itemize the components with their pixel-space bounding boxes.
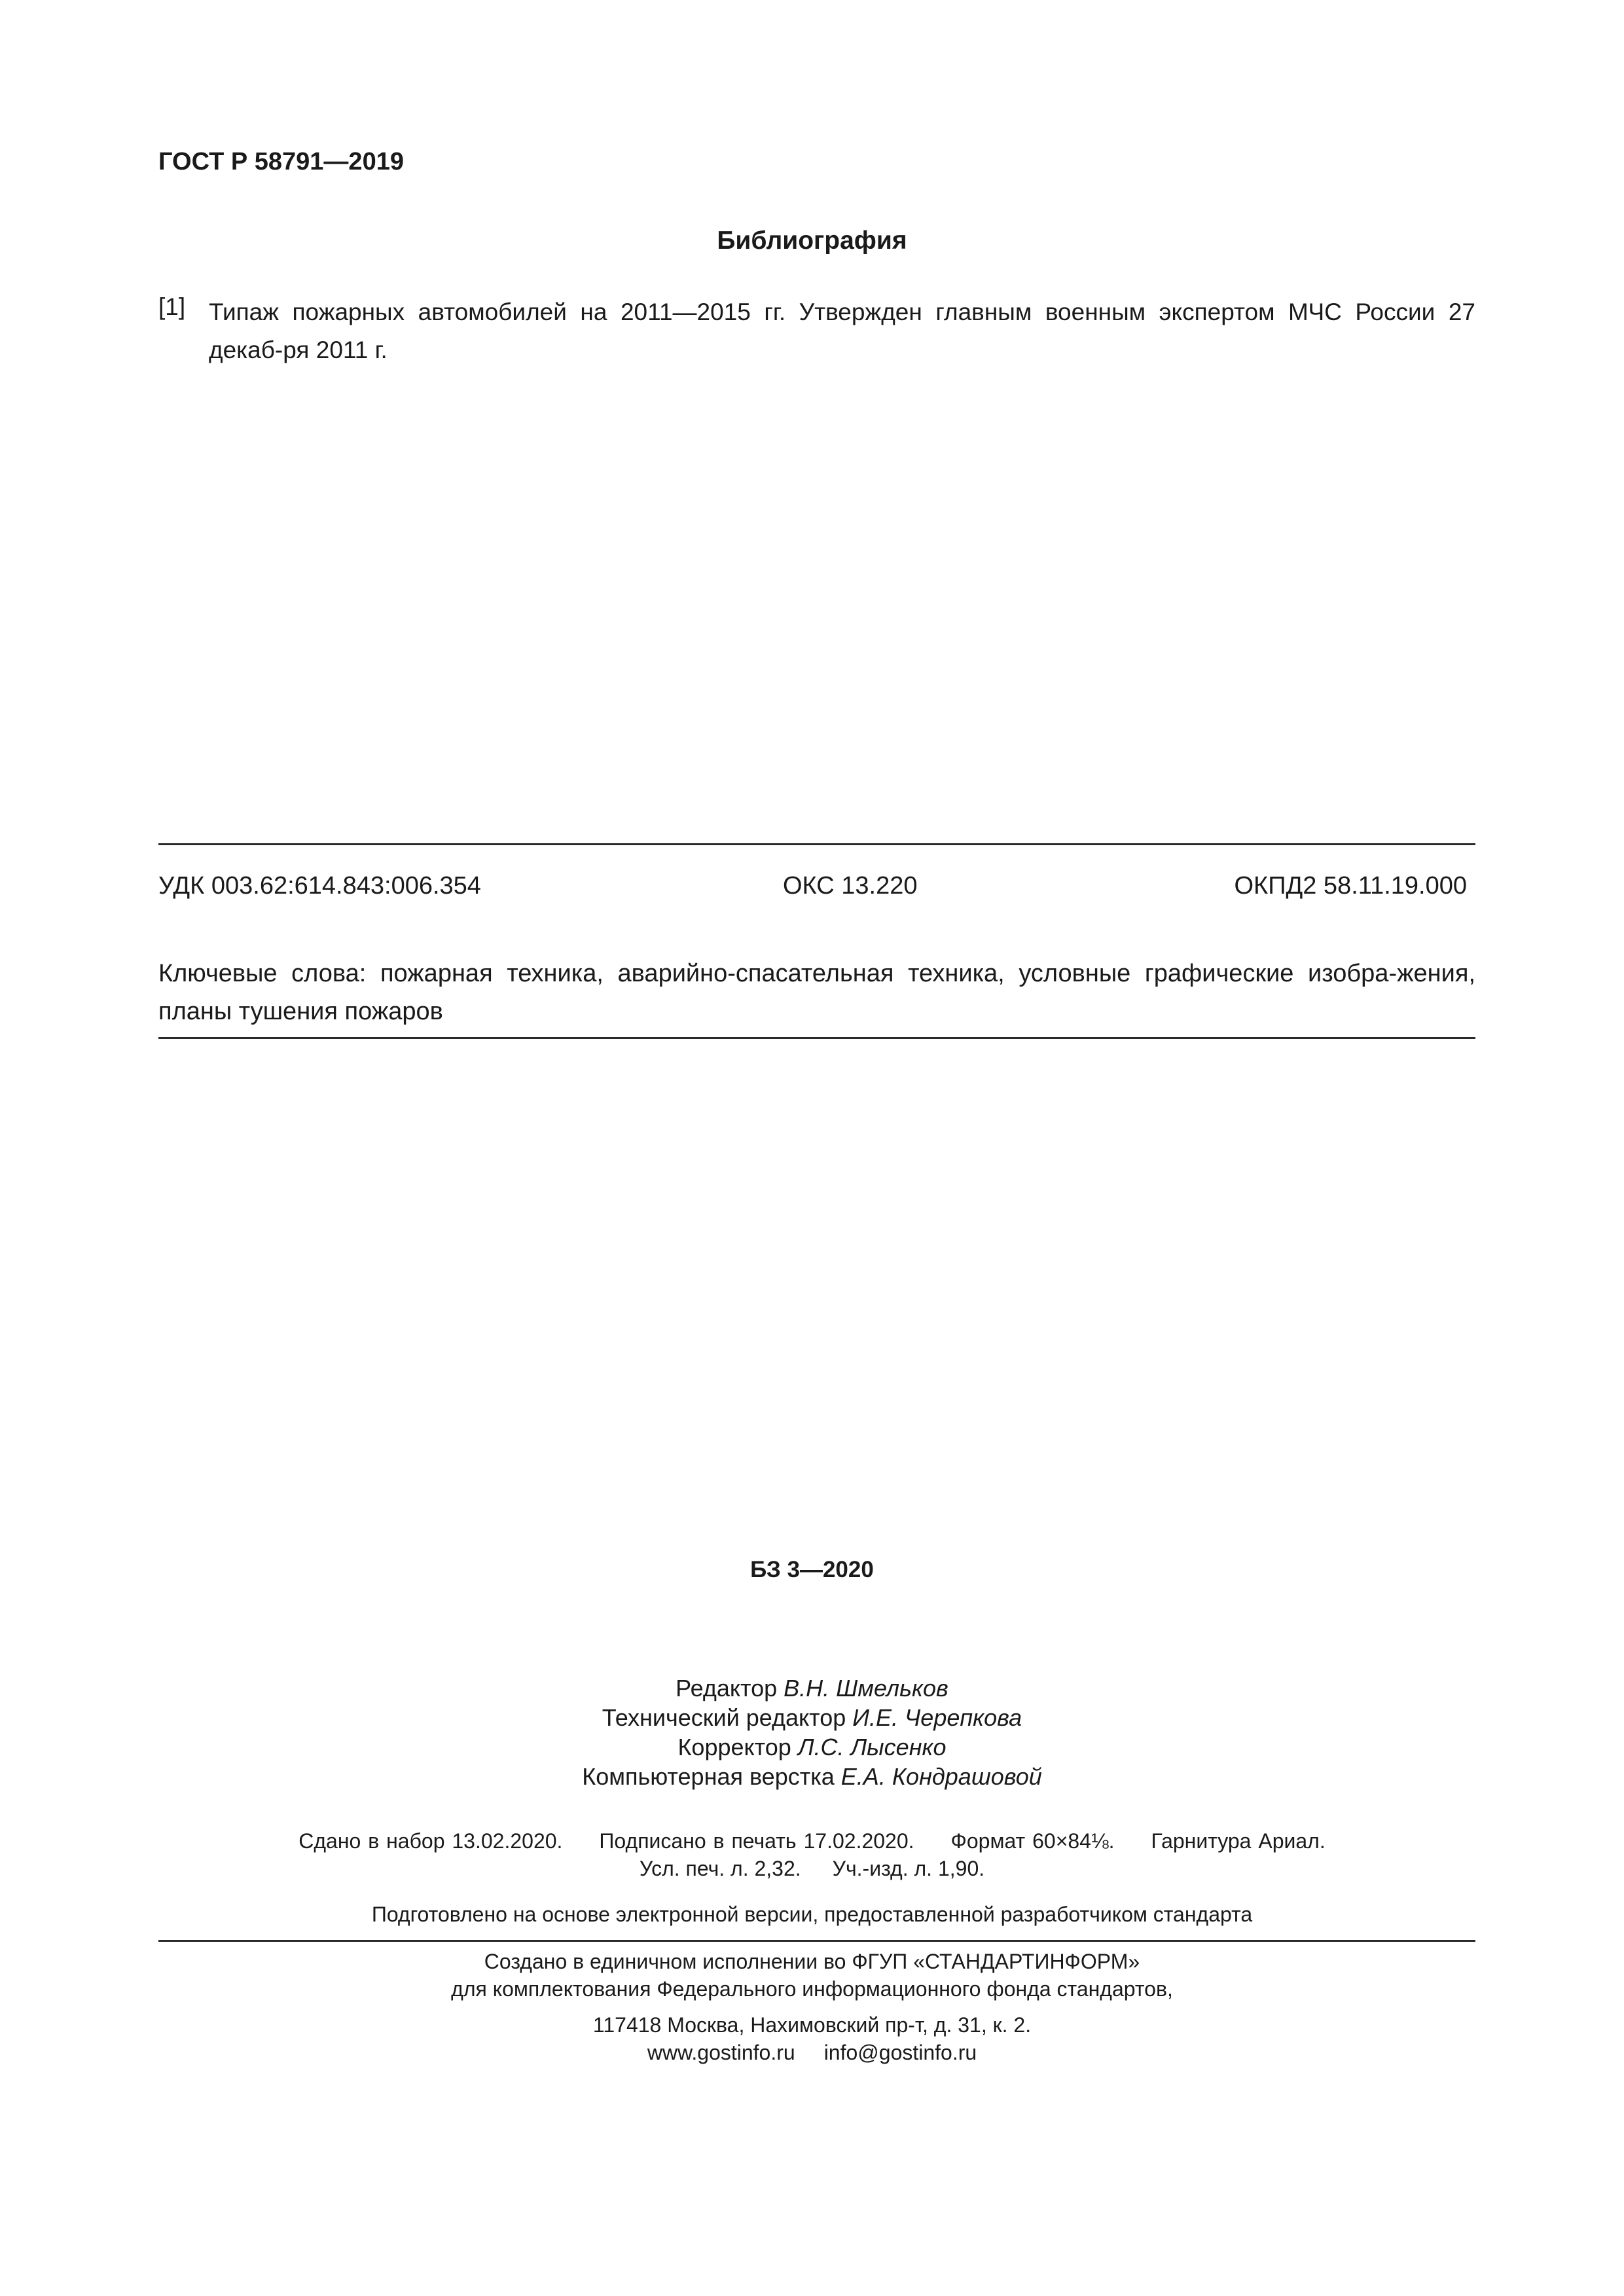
divider-imprint bbox=[158, 1940, 1475, 1942]
staff-role: Редактор bbox=[676, 1675, 778, 1702]
staff-name: Е.А. Кондрашовой bbox=[840, 1763, 1042, 1790]
publisher-sheets: Уч.-изд. л. 1,90. bbox=[832, 1857, 985, 1880]
staff-role: Корректор bbox=[677, 1734, 791, 1760]
standard-code: ГОСТ Р 58791—2019 bbox=[158, 148, 404, 175]
divider-keywords bbox=[158, 1037, 1475, 1039]
contacts bbox=[0, 2041, 1624, 2065]
staff-proofreader bbox=[0, 1734, 1624, 1761]
okpd-code: ОКПД2 58.11.19.000 bbox=[1234, 872, 1467, 900]
print-sheets: Усл. печ. л. 2,32. bbox=[639, 1857, 801, 1880]
signed-to-print: Подписано в печать 17.02.2020. bbox=[599, 1829, 914, 1853]
oks-code: ОКС 13.220 bbox=[783, 872, 918, 900]
staff-editor bbox=[0, 1675, 1624, 1702]
staff-name: В.Н. Шмельков bbox=[784, 1675, 948, 1702]
bibliography-item-number: [1] bbox=[158, 293, 186, 320]
typeface: Гарнитура Ариал. bbox=[1151, 1829, 1326, 1853]
website-link[interactable]: www.gostinfo.ru bbox=[647, 2041, 795, 2064]
publisher-address: 117418 Москва, Нахимовский пр-т, д. 31, к. 2. bbox=[592, 2013, 1032, 2037]
print-details bbox=[0, 1829, 1624, 1853]
sent-to-typeset: Сдано в набор 13.02.2020. bbox=[298, 1829, 563, 1853]
bibliography-item-text: Типаж пожарных автомобилей на 2011—2015 гг. Утвержден главным военным экспертом МЧС России 27 декаб-ря 2011 г. bbox=[209, 299, 1475, 363]
bibliography-title: Библиография bbox=[717, 227, 907, 255]
staff-role: Технический редактор bbox=[602, 1704, 846, 1731]
created-line-2: для комплектования Федерального информационного фонда стандартов, bbox=[451, 1977, 1173, 2001]
sheet-details bbox=[0, 1857, 1624, 1881]
format: Формат 60×84⅛. bbox=[950, 1829, 1115, 1853]
bz-number: БЗ 3—2020 bbox=[750, 1557, 874, 1582]
staff-name: Л.С. Лысенко bbox=[797, 1734, 947, 1760]
prepared-note: Подготовлено на основе электронной версии, предоставленной разработчиком стандарта bbox=[371, 1903, 1253, 1926]
udk-code: УДК 003.62:614.843:006.354 bbox=[158, 872, 481, 900]
staff-technical-editor bbox=[0, 1704, 1624, 1732]
staff-name: И.Е. Черепкова bbox=[852, 1704, 1022, 1731]
email-link[interactable]: info@gostinfo.ru bbox=[823, 2041, 977, 2064]
created-line-1: Создано в единичном исполнении во ФГУП «СТАНДАРТИНФОРМ» bbox=[484, 1950, 1140, 1973]
divider-top bbox=[158, 843, 1475, 845]
staff-layout bbox=[0, 1763, 1624, 1791]
staff-role: Компьютерная верстка bbox=[582, 1763, 835, 1790]
keywords: Ключевые слова: пожарная техника, аварийно-спасательная техника, условные графические изобра-жения, планы тушения пожаров bbox=[158, 960, 1475, 1025]
